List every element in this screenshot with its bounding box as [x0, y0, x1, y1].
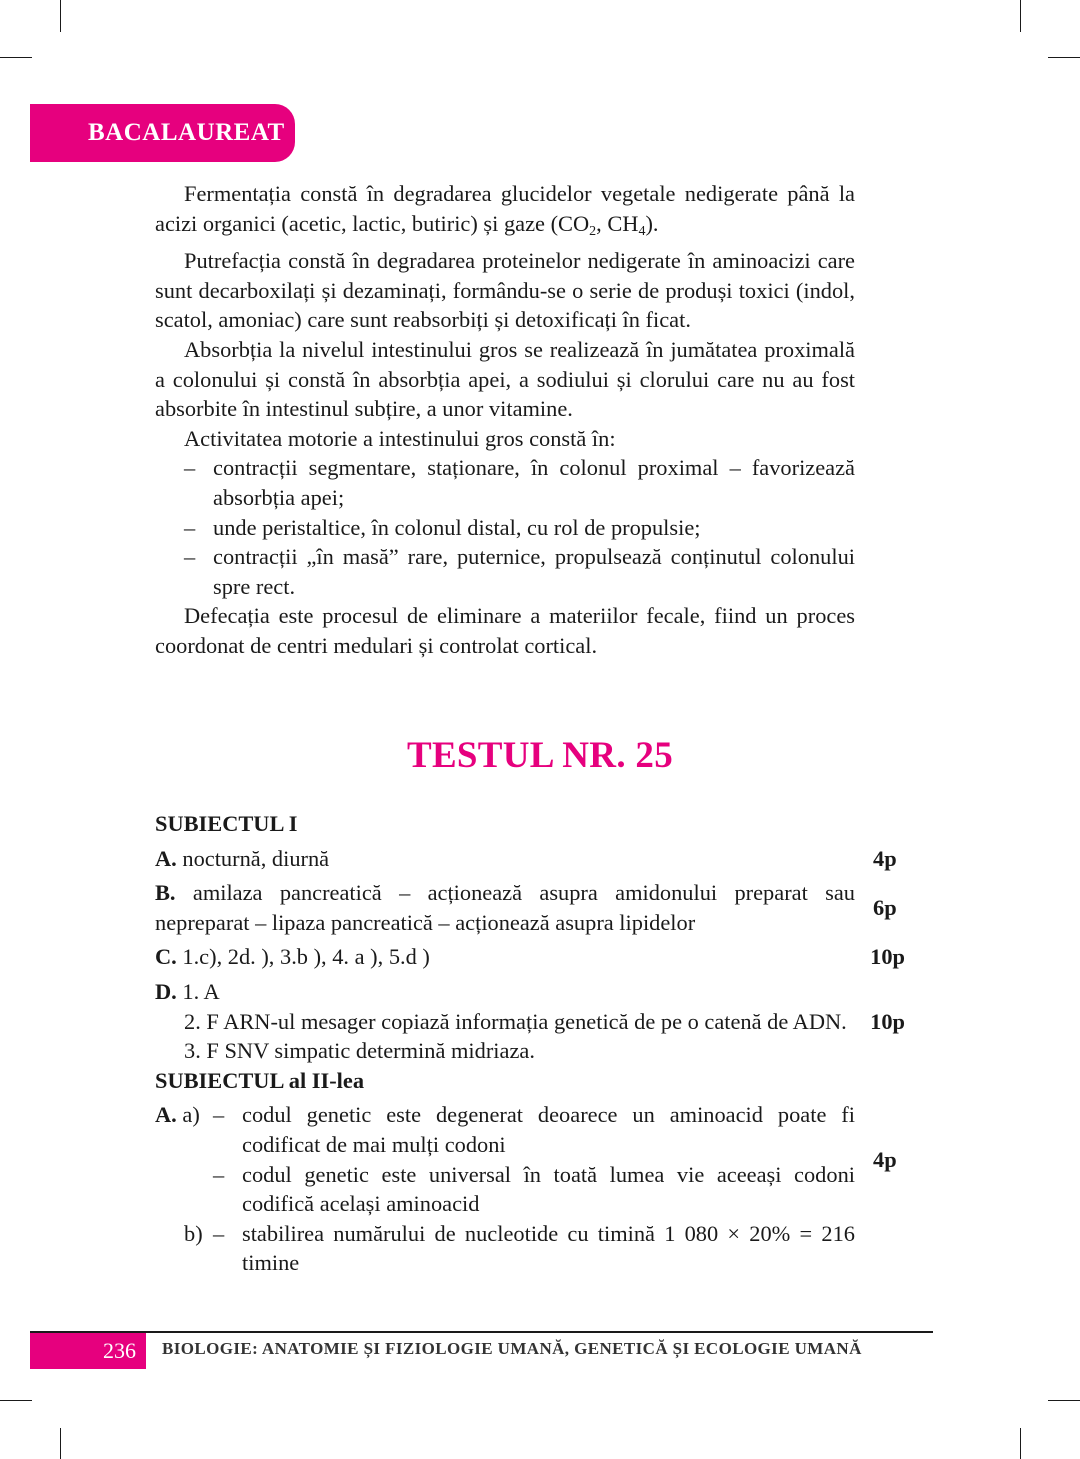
answer-text: codul genetic este degenerat deoarece un aminoacid poate fi codificat de mai mulți codoni — [242, 1102, 855, 1157]
answer-label: B. — [155, 880, 176, 906]
answer-text: 1. A — [176, 978, 220, 1004]
crop-mark-bottom-right-h — [1048, 1400, 1080, 1401]
crop-mark-bottom-left-h — [0, 1400, 32, 1401]
answer-text: 1.c), 2d. ), 3.b ), 4. a ), 5.d ) — [176, 944, 430, 970]
answer-text: 3. F SNV simpatic determină midriaza. — [184, 1038, 535, 1064]
subscript: 4 — [638, 223, 646, 239]
answer-label: A. — [155, 845, 177, 871]
body-text — [155, 179, 855, 661]
answers-section — [155, 809, 905, 1278]
crop-mark-top-left-h — [0, 57, 32, 58]
section-badge: BACALAUREAT — [30, 104, 295, 162]
list-item — [155, 1160, 855, 1219]
answer-row-a — [155, 844, 905, 874]
list-item — [155, 513, 855, 543]
list-item — [155, 1219, 855, 1278]
footer-rule — [30, 1331, 933, 1333]
subject-1-title: SUBIECTUL I — [155, 811, 298, 836]
list-item-text: unde peristaltice, în colonul distal, cu rol de propulsie; — [213, 514, 701, 540]
answer-text: stabilirea numărului de nucleotide cu timină 1 080 × 20% = 216 timine — [242, 1220, 855, 1276]
paragraph-motor-activity: Activitatea motorie a intestinului gros constă în: — [184, 425, 616, 451]
paragraph-text: ). — [645, 210, 659, 236]
points: 6p — [873, 894, 897, 920]
dash-marker: – — [213, 1220, 225, 1246]
list-item — [155, 453, 855, 512]
list-item — [155, 1100, 855, 1159]
answer-row-b — [155, 878, 905, 937]
paragraph-text: , CH — [596, 210, 639, 236]
answer-label: D. — [155, 978, 177, 1004]
points: 10p — [870, 944, 905, 970]
dash-marker: – — [184, 514, 196, 540]
paragraph-defecation: Defecația este procesul de eliminare a materiilor fecale, fiind un proces coordonat de centri medulari și controlat cortical. — [155, 603, 855, 658]
page-number: 236 — [30, 1333, 146, 1369]
dash-marker: – — [213, 1161, 225, 1187]
subscript: 2 — [589, 223, 597, 239]
points: 10p — [870, 1008, 905, 1034]
footer-book-title: BIOLOGIE: ANATOMIE ȘI FIZIOLOGIE UMANĂ, GENETICĂ ȘI ECOLOGIE UMANĂ — [162, 1339, 862, 1358]
sub-label: a) — [176, 1102, 200, 1128]
paragraph-text: Fermentația constă în degradarea glucidelor vegetale nedigerate până la acizi organici (acetic, lactic, butiric) și gaze (CO — [155, 181, 855, 236]
paragraph-putrefaction: Putrefacția constă în degradarea proteinelor nedigerate în aminoacizi care sunt decarboxilați și dezaminați, formându-se o serie de produși toxici (indol, scatol, amoniac) care sunt reabsorbiți și detoxificați în ficat. — [155, 248, 855, 333]
subject-2-title: SUBIECTUL al II-lea — [155, 1067, 365, 1093]
crop-mark-bottom-left-v — [60, 1428, 61, 1459]
points: 4p — [873, 845, 897, 871]
answer-text: nocturnă, diurnă — [176, 845, 330, 871]
crop-mark-top-right-h — [1048, 57, 1080, 58]
answer-row-2b — [155, 1219, 905, 1278]
test-title: TESTUL NR. 25 — [406, 735, 674, 776]
list-item — [155, 542, 855, 601]
answer-label: A. — [155, 1102, 177, 1128]
answer-text: codul genetic este universal în toată lumea vie aceeași codoni codifică același aminoacid — [242, 1161, 855, 1217]
crop-mark-bottom-right-v — [1020, 1428, 1021, 1459]
sub-label: b) — [184, 1220, 203, 1246]
points: 4p — [873, 1146, 897, 1172]
answer-row-c — [155, 942, 905, 972]
answer-text: 2. F ARN-ul mesager copiază informația genetică de pe o catenă de ADN. — [184, 1008, 847, 1034]
answer-row-2a — [155, 1100, 905, 1218]
crop-mark-top-right-v — [1020, 0, 1021, 32]
dash-marker: – — [184, 544, 196, 570]
dash-marker: – — [184, 455, 196, 481]
paragraph-absorption: Absorbția la nivelul intestinului gros se realizează în jumătatea proximală a colonului și constă în absorbția apei, a sodiului și clorului care nu au fost absorbite în intestinul subțire, a unor vitamine. — [155, 336, 855, 422]
list-item-text: contracții „în masă” rare, puternice, propulsează conținutul colonului spre rect. — [213, 544, 855, 599]
paragraph-fermentation — [155, 179, 855, 246]
answer-text: amilaza pancreatică – acționează asupra amidonului preparat sau nepreparat – lipaza pancreatică – acționează asupra lipidelor — [155, 880, 855, 935]
list-item-text: contracții segmentare, staționare, în colonul proximal – favorizează absorbția apei; — [213, 455, 855, 510]
dash-marker: – — [213, 1102, 225, 1128]
crop-mark-top-left-v — [60, 0, 61, 32]
answer-row-d — [155, 977, 905, 1066]
answer-label: C. — [155, 944, 177, 970]
